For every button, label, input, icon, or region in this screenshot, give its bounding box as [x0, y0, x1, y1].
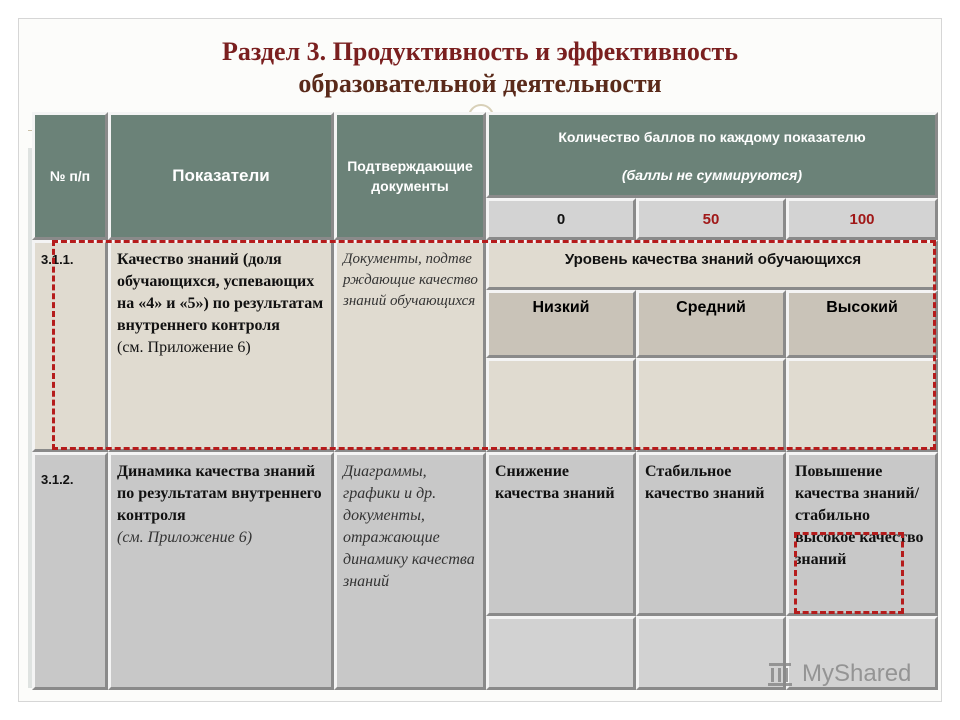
row-3-1-1-indicator [108, 240, 334, 452]
level-mid-score-cell [636, 358, 786, 452]
row-3-1-2-num: 3.1.2. [32, 452, 108, 690]
row-3-1-1-num: 3.1.1. [32, 240, 108, 452]
dynamics-decrease: Снижение качества знаний [486, 452, 636, 616]
header-indicators: Показатели [108, 112, 334, 240]
row-3-1-1-documents: Документы, подтверждающие качество знаний обучающихся [334, 240, 486, 452]
decrease-score-cell [486, 616, 636, 690]
level-low-score-cell [486, 358, 636, 452]
level-low: Низкий [486, 290, 636, 358]
header-points [486, 112, 938, 198]
dynamics-increase: Повышение качества знаний/ стабильно высокое качество знаний [786, 452, 938, 616]
level-mid: Средний [636, 290, 786, 358]
dynamics-stable: Стабильное качество знаний [636, 452, 786, 616]
row-3-1-2-documents: Диаграммы, графики и др. документы, отражающие динамику качества знаний [334, 452, 486, 690]
level-high-score-cell [786, 358, 938, 452]
header-points-note: (баллы не суммируются) [621, 167, 803, 183]
slide-title-line-1: Раздел 3. Продуктивность и эффективность [222, 37, 738, 66]
indicator-text: Динамика качества знаний по результатам внутреннего контроля [117, 463, 322, 524]
score-0-header: 0 [486, 198, 636, 240]
header-points-title: Количество баллов по каждому показателю [558, 129, 866, 145]
indicator-reference: (см. Приложение 6) [117, 339, 251, 356]
watermark-text: MyShared [802, 660, 912, 687]
watermark [766, 656, 911, 692]
indicator-text: Качество знаний (доля обучающихся, успевающих на «4» и «5») по результатам внутреннего контроля [117, 251, 324, 334]
row-3-1-2-indicator [108, 452, 334, 690]
indicator-reference: (см. Приложение 6) [117, 529, 253, 546]
stable-score-cell [636, 616, 786, 690]
score-50-header: 50 [636, 198, 786, 240]
level-high: Высокий [786, 290, 938, 358]
header-num: № п/п [32, 112, 108, 240]
header-documents: Подтверждающие документы [334, 112, 486, 240]
slide-title-line-2: образовательной деятельности [298, 69, 662, 98]
myshared-logo-icon [766, 660, 796, 688]
score-100-header: 100 [786, 198, 938, 240]
row-3-1-1-level-title: Уровень качества знаний обучающихся [486, 240, 938, 290]
